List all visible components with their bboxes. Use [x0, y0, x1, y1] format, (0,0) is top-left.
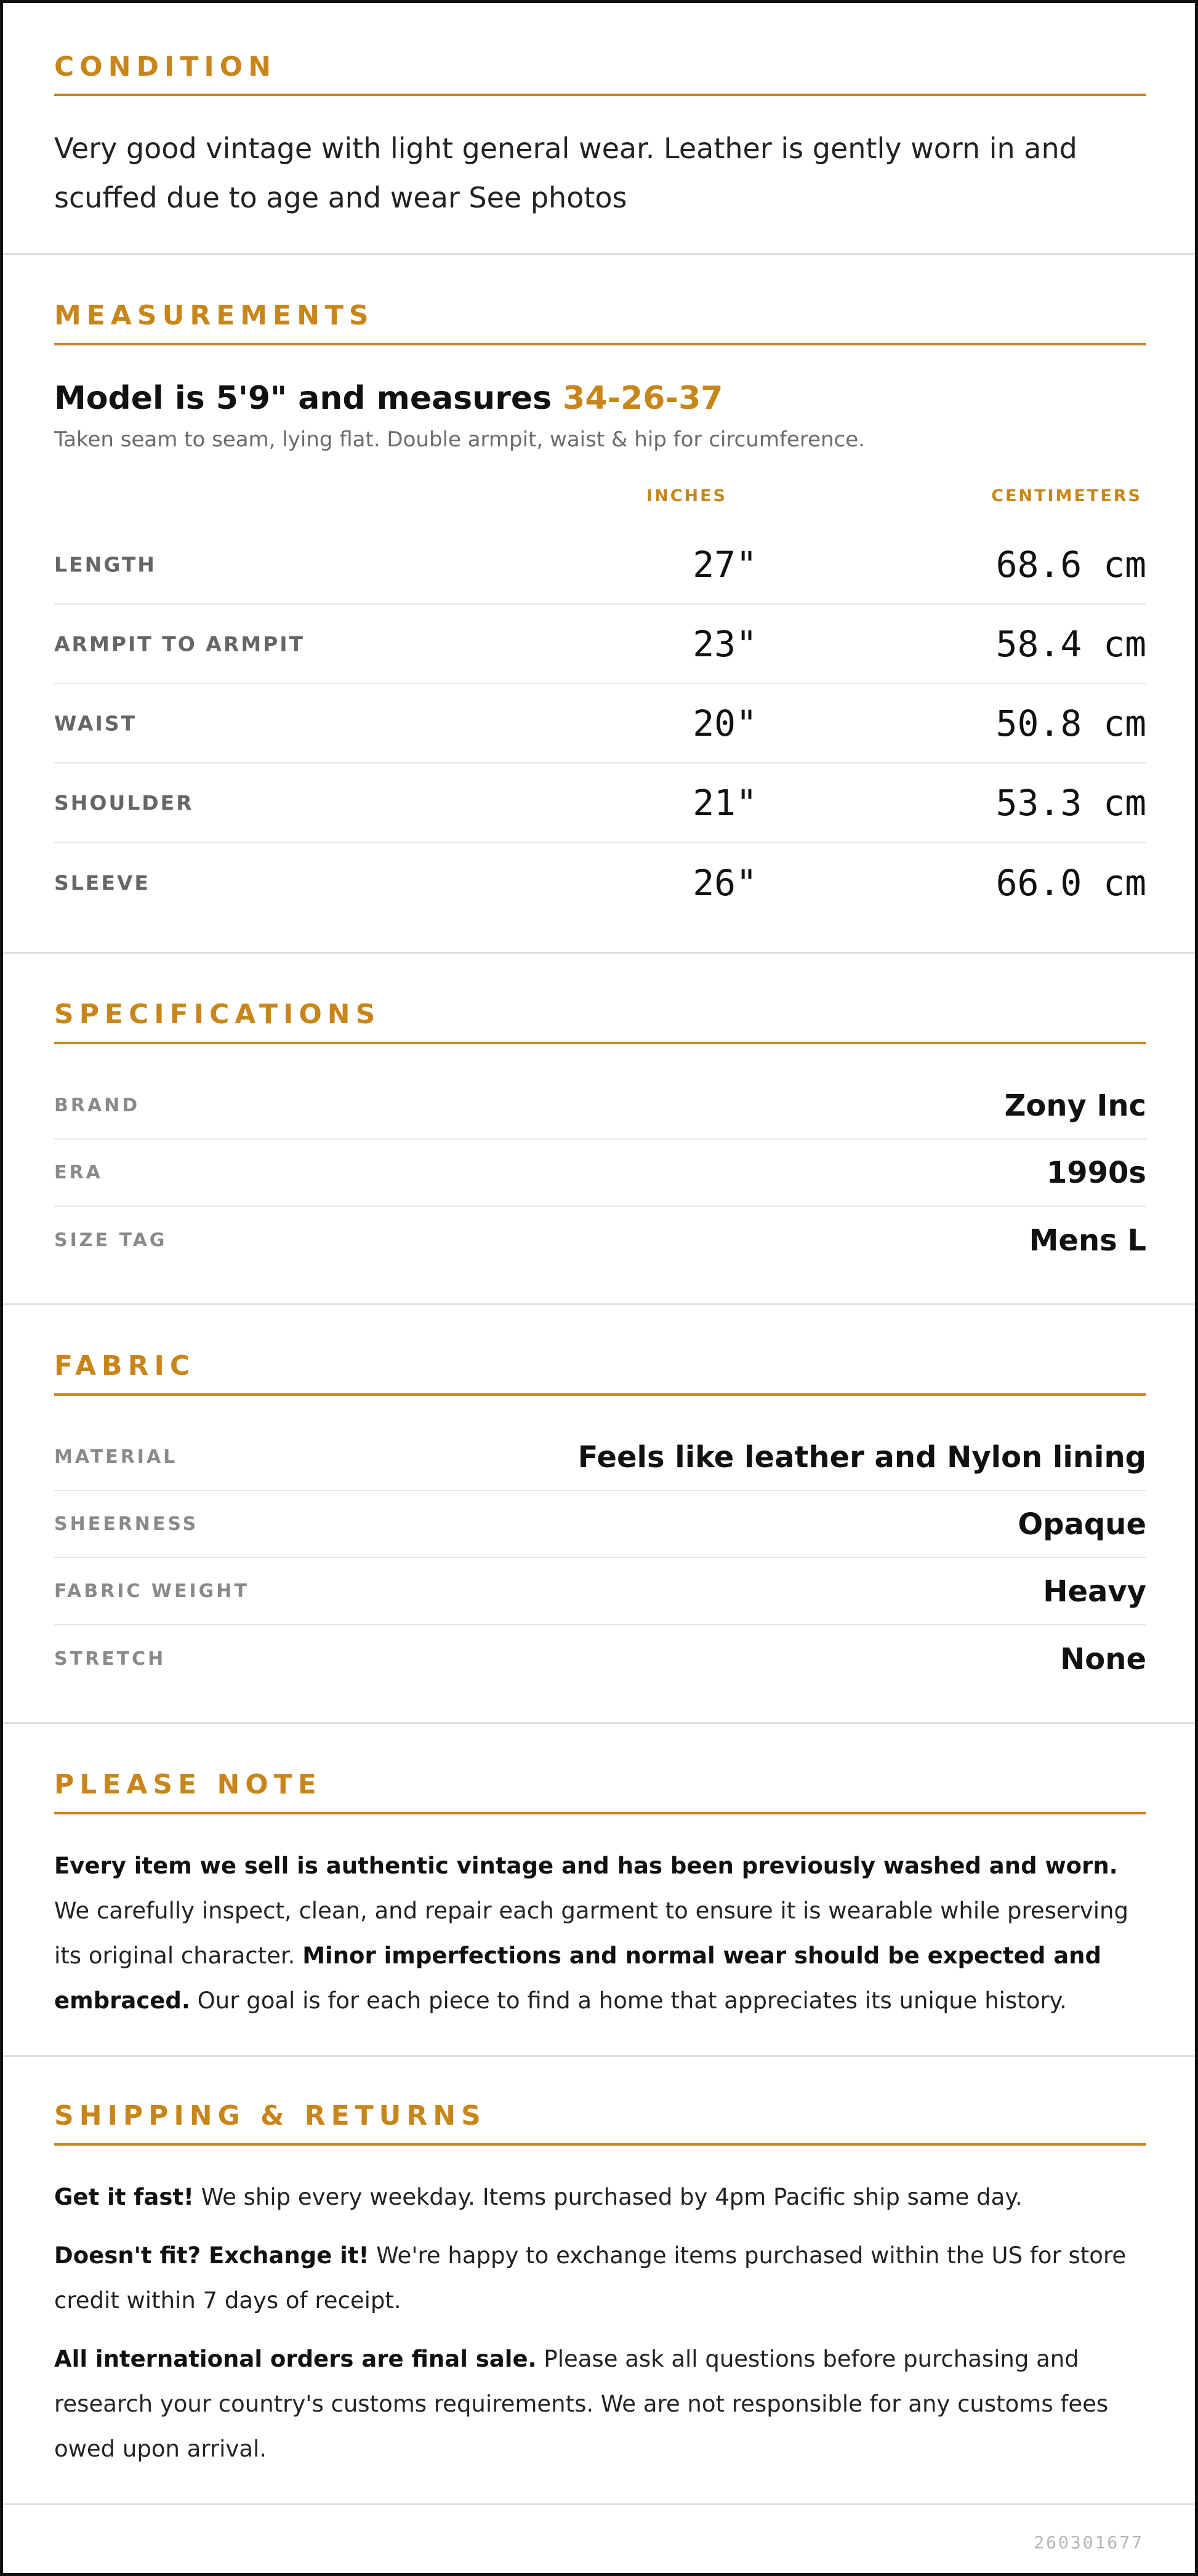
shipping-heading: SHIPPING & RETURNS [54, 2100, 486, 2131]
item-code: 260301677 [1034, 2532, 1144, 2553]
section-divider [3, 1303, 1195, 1305]
please-note-bold-2: Minor imperfections and normal wear should be expected and embraced. [54, 1942, 1102, 2014]
fabric-value: Heavy [1043, 1574, 1146, 1609]
please-note-text-1: We carefully inspect, clean, and repair each garment to ensure it is wearable while preserving its original character. [54, 1898, 1128, 1969]
fabric-label: MATERIAL [54, 1446, 178, 1468]
spec-row [54, 1207, 1146, 1274]
measurement-label: SHOULDER [54, 791, 194, 815]
model-prefix: Model is 5'9" and measures [54, 380, 563, 417]
shipping-bold-3: All international orders are final sale. [54, 2346, 537, 2372]
spec-label: BRAND [54, 1094, 140, 1116]
measurement-row [54, 763, 1146, 843]
spec-value: Zony Inc [1004, 1088, 1146, 1123]
measurement-centimeters: 50.8 cm [995, 702, 1146, 744]
fabric-heading: FABRIC [54, 1350, 196, 1382]
shipping-bold-1: Get it fast! [54, 2184, 194, 2210]
shipping-text-1: We ship every weekday. Items purchased by 4pm Pacific ship same day. [193, 2184, 1023, 2210]
spec-value: 1990s [1046, 1155, 1146, 1190]
please-note-heading: PLEASE NOTE [54, 1769, 322, 1800]
column-header-inches: INCHES [646, 486, 727, 505]
spec-row [54, 1073, 1146, 1140]
spec-label: SIZE TAG [54, 1229, 167, 1251]
shipping-paragraph-1 [54, 2175, 1146, 2220]
measurement-centimeters: 53.3 cm [995, 781, 1146, 824]
measurement-row [54, 605, 1146, 684]
section-divider [3, 2503, 1195, 2505]
condition-text: Very good vintage with light general wear. Leather is gently worn in and scuffed due to age and wear See photos [54, 132, 1077, 214]
measurement-centimeters: 66.0 cm [995, 861, 1146, 904]
section-divider [3, 253, 1195, 255]
specifications-rule [54, 1042, 1146, 1044]
measurement-label: SLEEVE [54, 871, 150, 895]
measurement-row [54, 684, 1146, 763]
measurement-inches: 27" [693, 543, 757, 586]
section-divider [3, 2055, 1195, 2057]
measurement-row [54, 525, 1146, 605]
please-note-rule [54, 1812, 1146, 1814]
measurements-rule [54, 343, 1146, 345]
fabric-label: STRETCH [54, 1648, 166, 1670]
measurement-inches: 20" [693, 702, 757, 744]
shipping-text-2: We're happy to exchange items purchased within the US for store credit within 7 days of receipt. [54, 2242, 1127, 2314]
shipping-text-3: Please ask all questions before purchasing and research your country's customs requirements. We are not responsible for any customs fees owed upon arrival. [54, 2346, 1109, 2462]
measurement-inches: 23" [693, 622, 757, 665]
condition-heading: CONDITION [54, 51, 277, 83]
fabric-value: Feels like leather and Nylon lining [577, 1439, 1146, 1475]
condition-rule [54, 94, 1146, 96]
measurement-label: LENGTH [54, 552, 156, 576]
spec-row [54, 1140, 1146, 1207]
measurements-note: Taken seam to seam, lying flat. Double armpit, waist & hip for circumference. [54, 427, 865, 452]
fabric-label: SHEERNESS [54, 1513, 199, 1535]
fabric-row [54, 1491, 1146, 1558]
section-divider [3, 952, 1195, 954]
fabric-value: Opaque [1018, 1507, 1146, 1542]
please-note-text-2: Our goal is for each piece to find a home that appreciates its unique history. [190, 1987, 1067, 2014]
measurement-inches: 21" [693, 781, 757, 824]
column-header-centimeters: CENTIMETERS [991, 486, 1142, 505]
measurement-centimeters: 58.4 cm [995, 622, 1146, 665]
shipping-paragraph-3 [54, 2337, 1146, 2471]
please-note-bold-1: Every item we sell is authentic vintage and has been previously washed and worn. [54, 1853, 1118, 1879]
measurement-label: WAIST [54, 711, 137, 735]
shipping-bold-2: Doesn't fit? Exchange it! [54, 2242, 369, 2269]
fabric-value: None [1060, 1641, 1146, 1676]
shipping-paragraph-2 [54, 2233, 1146, 2323]
fabric-label: FABRIC WEIGHT [54, 1580, 249, 1602]
model-measures-line [54, 380, 723, 417]
specifications-heading: SPECIFICATIONS [54, 999, 381, 1030]
spec-label: ERA [54, 1161, 103, 1183]
fabric-row [54, 1625, 1146, 1693]
please-note-text [54, 1843, 1146, 2023]
model-measures-value: 34-26-37 [563, 380, 723, 417]
measurements-heading: MEASUREMENTS [54, 300, 374, 331]
shipping-rule [54, 2143, 1146, 2146]
section-divider [3, 1722, 1195, 1724]
measurement-label: ARMPIT TO ARMPIT [54, 632, 305, 656]
measurement-row [54, 843, 1146, 922]
fabric-row [54, 1558, 1146, 1625]
fabric-rule [54, 1393, 1146, 1396]
measurement-inches: 26" [693, 861, 757, 904]
spec-value: Mens L [1029, 1223, 1146, 1258]
fabric-row [54, 1424, 1146, 1491]
measurement-centimeters: 68.6 cm [995, 543, 1146, 586]
